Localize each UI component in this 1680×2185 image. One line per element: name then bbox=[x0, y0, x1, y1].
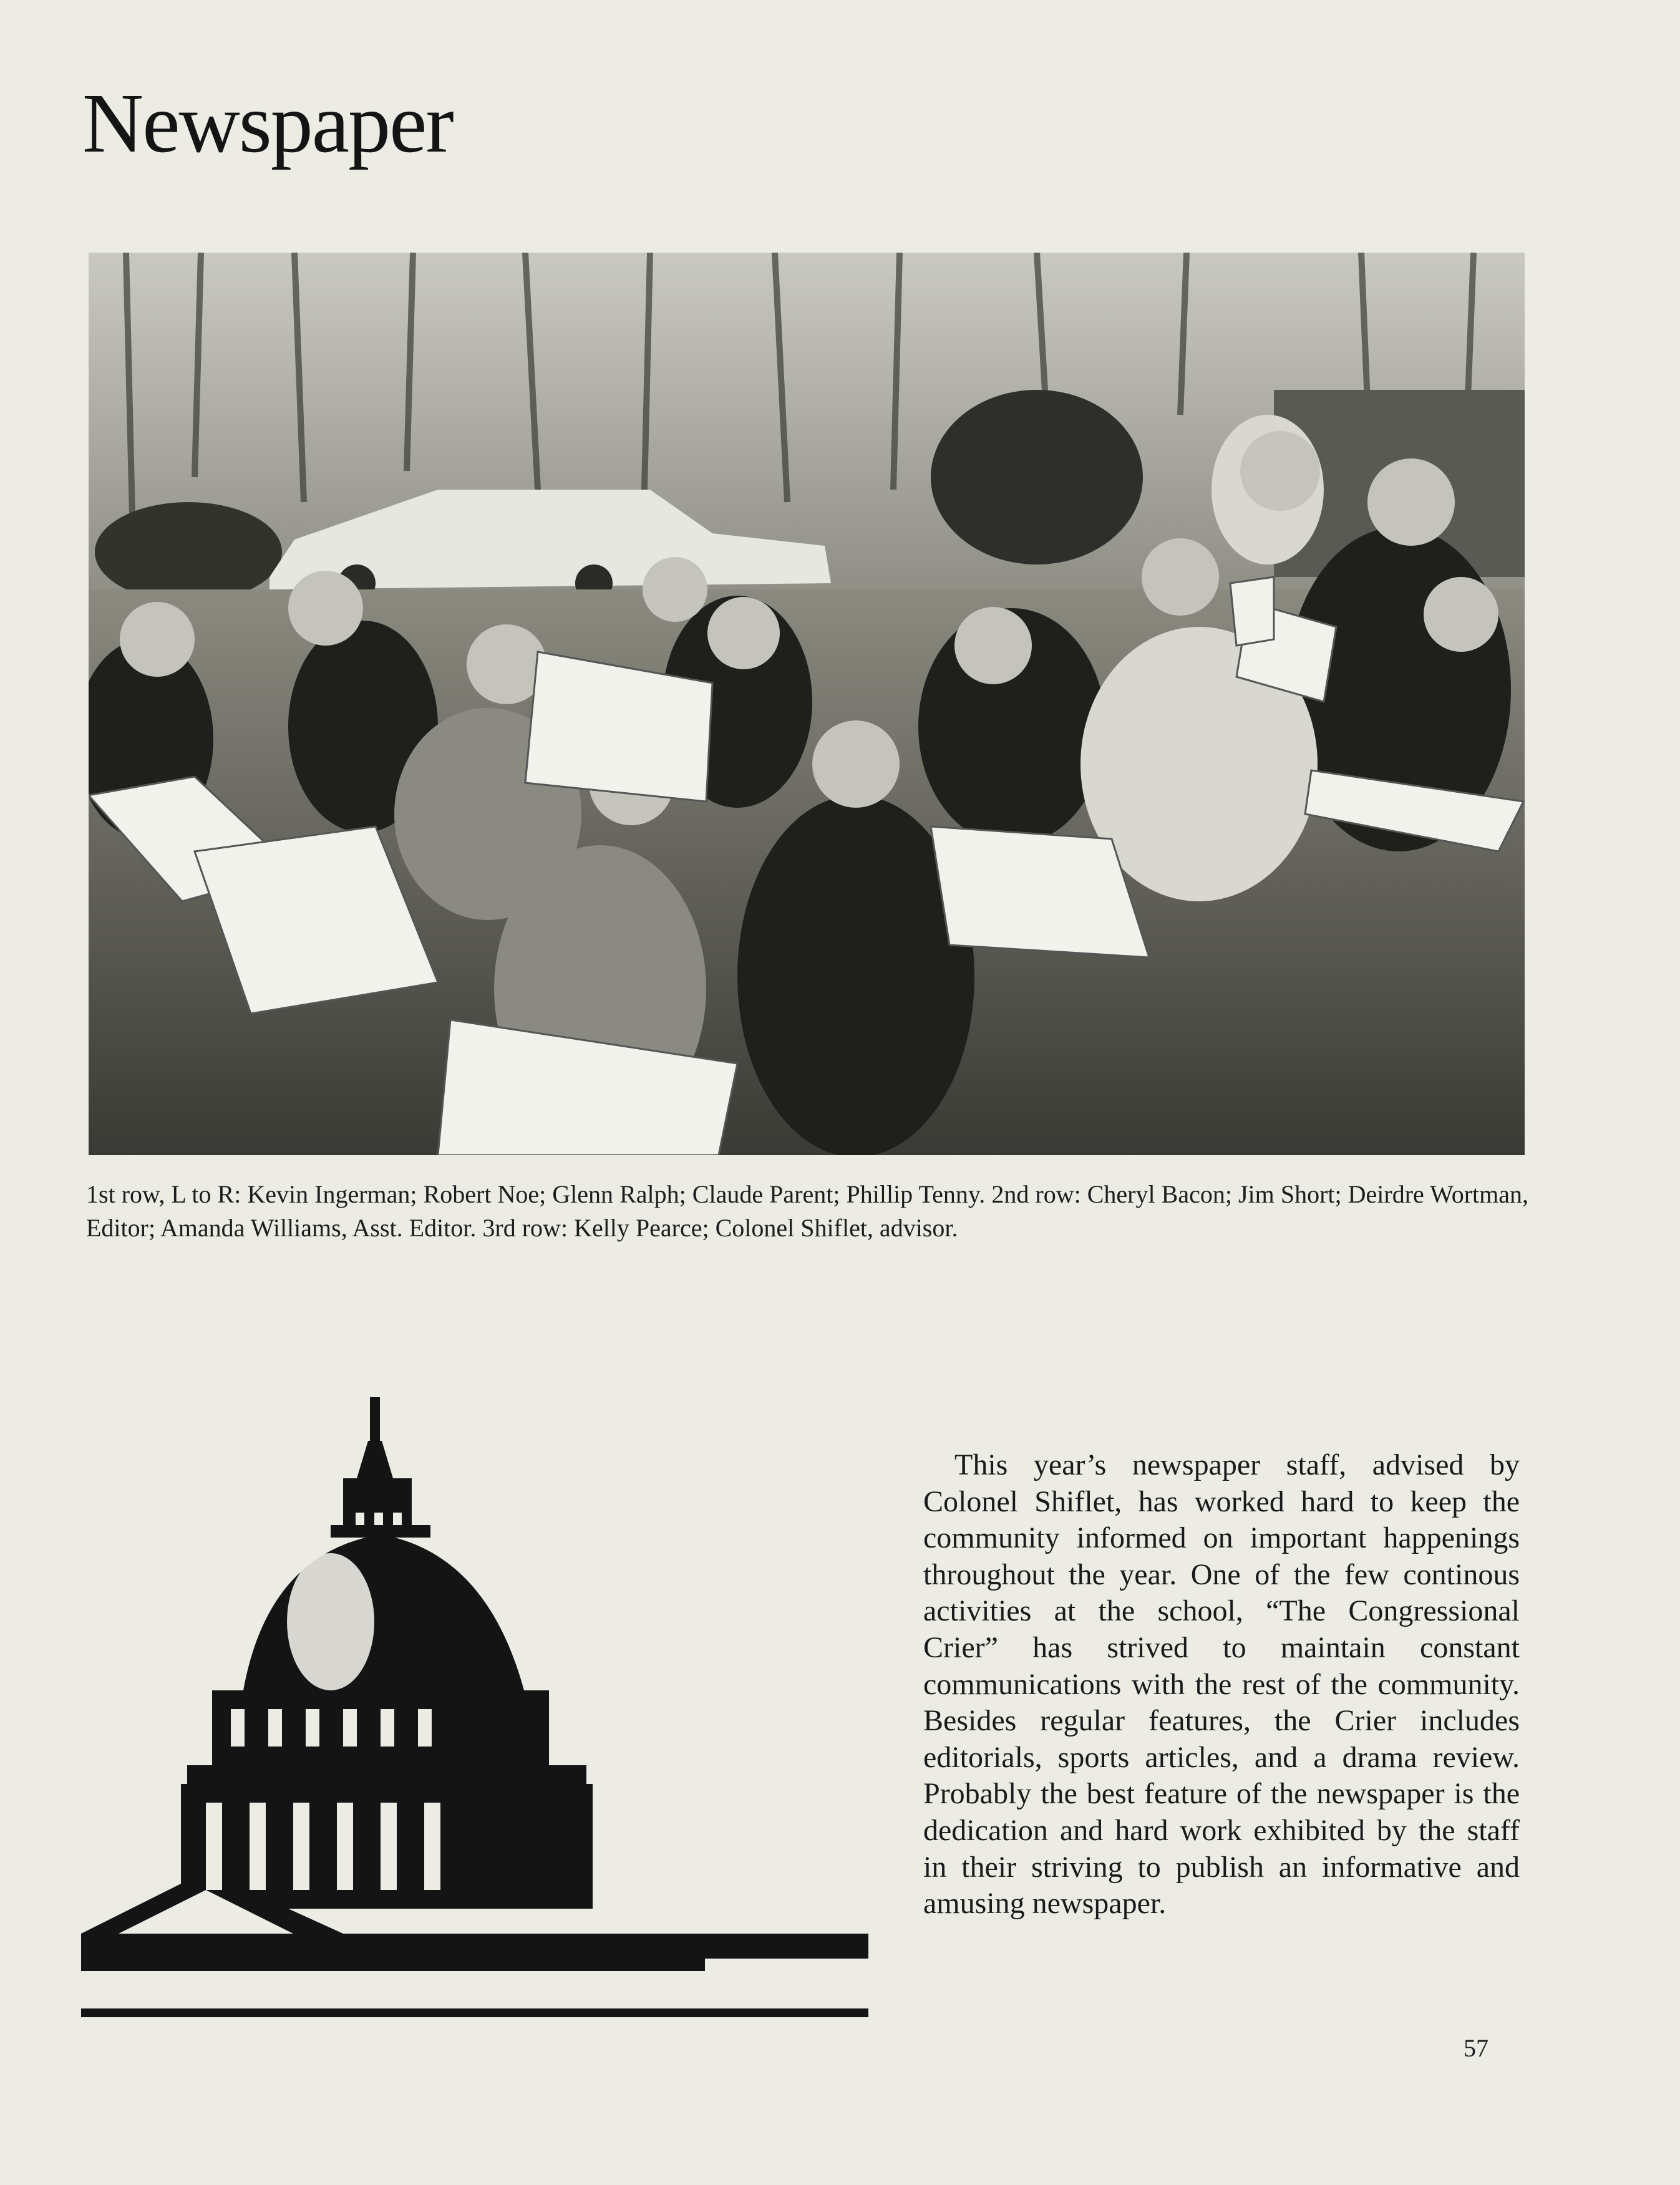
page-title: Newspaper bbox=[82, 77, 453, 170]
photo-caption: 1st row, L to R: Kevin Ingerman; Robert Noe; Glenn Ralph; Claude Parent; Phillip Tenny. 2nd row: Cheryl Bacon; Jim Short; Deirdre Wortman, Editor; Amanda Williams, Asst. Editor. 3rd row: Kelly Pearce; Colonel Shiflet, advisor. bbox=[86, 1180, 1528, 1242]
group-photo bbox=[89, 253, 1525, 1155]
capitol-dome-illustration bbox=[81, 1397, 868, 2021]
group-photo-image bbox=[89, 253, 1525, 1155]
article-body: This year’s newspaper staff, advised by Colonel Shiflet, has worked hard to keep the community informed on important happenings throughout the year. One of the few continous activities at the school, “The Congressional Crier” has strived to maintain constant communications with the rest of the community. Besides regular features, the Crier includes editorials, sports articles, and a drama review. Probably the best feature of the newspaper is the dedication and hard work exhibited by the staff in their striving to publish an informative and amusing newspaper. bbox=[923, 1448, 1520, 1921]
capitol-dome-icon bbox=[81, 1397, 868, 2021]
page-number: 57 bbox=[1464, 2034, 1488, 2062]
